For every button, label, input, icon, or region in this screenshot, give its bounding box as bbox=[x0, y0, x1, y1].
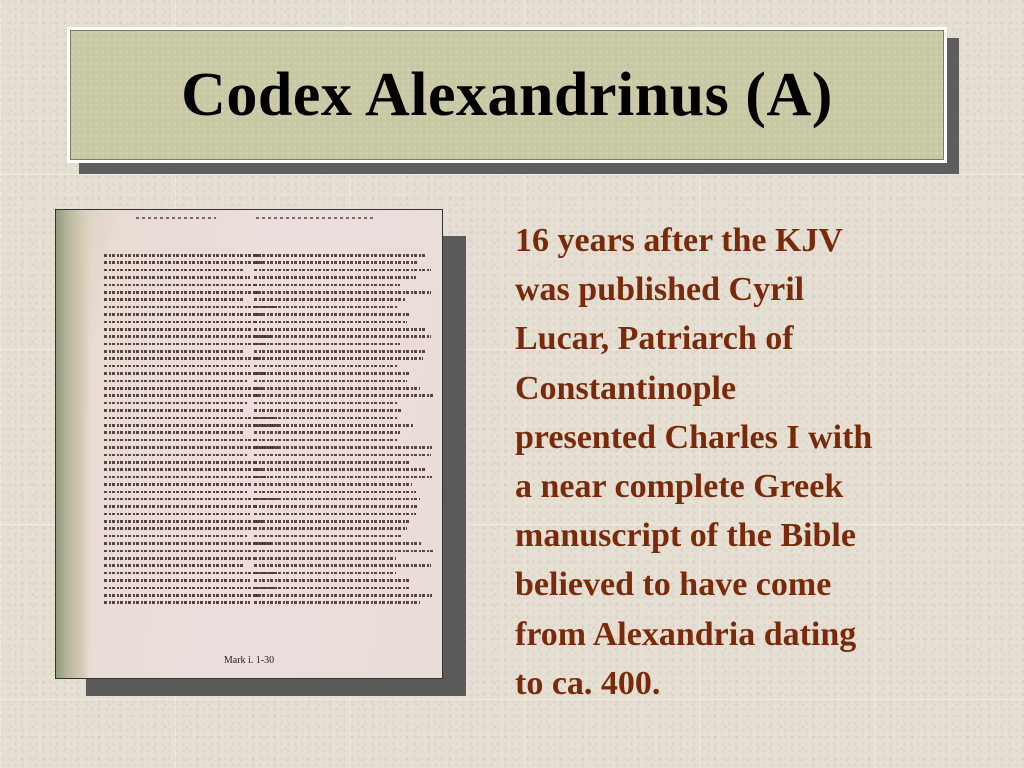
manuscript-line bbox=[254, 483, 412, 486]
manuscript-line bbox=[104, 461, 257, 464]
slide-title: Codex Alexandrinus (A) bbox=[181, 60, 833, 129]
manuscript-line bbox=[254, 394, 434, 397]
manuscript-line bbox=[254, 594, 432, 597]
title-box bbox=[67, 27, 947, 163]
manuscript-line bbox=[254, 468, 427, 471]
manuscript-line bbox=[254, 365, 398, 368]
manuscript-line bbox=[254, 513, 416, 516]
manuscript-line bbox=[254, 454, 431, 457]
body-line: believed to have come bbox=[515, 566, 832, 604]
manuscript-line bbox=[104, 394, 259, 397]
manuscript-line bbox=[104, 424, 278, 427]
manuscript-line bbox=[254, 476, 432, 479]
manuscript-line bbox=[254, 313, 411, 316]
manuscript-line bbox=[104, 417, 276, 420]
manuscript-column-right bbox=[254, 254, 436, 609]
manuscript-line bbox=[104, 520, 262, 523]
manuscript-line bbox=[104, 402, 247, 405]
manuscript-line bbox=[104, 291, 261, 294]
manuscript-line bbox=[254, 491, 416, 494]
manuscript-line bbox=[104, 328, 252, 331]
manuscript-line bbox=[254, 306, 398, 309]
manuscript-caption: Mark i. 1-30 bbox=[223, 655, 275, 666]
manuscript-line bbox=[254, 498, 420, 501]
manuscript-line bbox=[104, 439, 257, 442]
manuscript-line bbox=[104, 527, 254, 530]
manuscript-line bbox=[254, 284, 400, 287]
manuscript-line bbox=[104, 357, 259, 360]
manuscript-line bbox=[104, 306, 275, 309]
manuscript-line bbox=[254, 328, 427, 331]
manuscript-line bbox=[104, 587, 275, 590]
manuscript-image bbox=[55, 209, 443, 679]
manuscript-line bbox=[104, 468, 262, 471]
body-text bbox=[515, 216, 975, 708]
manuscript-line bbox=[254, 572, 396, 575]
manuscript-line bbox=[254, 335, 431, 338]
manuscript-line bbox=[254, 357, 423, 360]
manuscript-line bbox=[254, 431, 400, 434]
body-line: a near complete Greek bbox=[515, 468, 844, 506]
manuscript-line bbox=[254, 527, 407, 530]
manuscript-line bbox=[254, 446, 432, 449]
manuscript-line bbox=[104, 535, 247, 538]
manuscript-line bbox=[104, 350, 243, 353]
manuscript-line bbox=[254, 291, 431, 294]
manuscript-line bbox=[104, 505, 257, 508]
manuscript-line bbox=[104, 491, 247, 494]
body-line: was published Cyril bbox=[515, 271, 805, 309]
manuscript-line bbox=[104, 513, 250, 516]
manuscript-line bbox=[104, 557, 254, 560]
body-line: Lucar, Patriarch of bbox=[515, 320, 794, 358]
manuscript-line bbox=[254, 254, 425, 257]
manuscript-line bbox=[254, 550, 434, 553]
body-line: 16 years after the KJV bbox=[515, 222, 843, 259]
manuscript-line bbox=[104, 387, 262, 390]
manuscript-line bbox=[104, 476, 266, 479]
manuscript-line bbox=[104, 372, 266, 375]
manuscript-line bbox=[254, 372, 409, 375]
manuscript-line bbox=[104, 276, 250, 279]
body-line: from Alexandria dating bbox=[515, 615, 857, 653]
manuscript-line bbox=[104, 254, 259, 257]
manuscript-line bbox=[104, 572, 276, 575]
manuscript-line bbox=[254, 505, 418, 508]
manuscript-line bbox=[104, 321, 257, 324]
manuscript-line bbox=[254, 402, 398, 405]
manuscript-line bbox=[104, 335, 271, 338]
manuscript-line bbox=[104, 594, 259, 597]
title-panel bbox=[70, 30, 944, 160]
manuscript-line bbox=[254, 557, 396, 560]
manuscript-line bbox=[254, 579, 409, 582]
manuscript-line bbox=[254, 424, 414, 427]
manuscript-line bbox=[104, 431, 245, 434]
manuscript-line bbox=[254, 520, 411, 523]
manuscript-line bbox=[254, 587, 411, 590]
manuscript-line bbox=[104, 343, 266, 346]
manuscript-line bbox=[104, 409, 243, 412]
manuscript-line bbox=[254, 321, 407, 324]
manuscript-line bbox=[254, 298, 405, 301]
manuscript-line bbox=[104, 550, 254, 553]
body-line: manuscript of the Bible bbox=[515, 517, 856, 555]
body-line: presented Charles I with bbox=[515, 418, 873, 456]
manuscript-line bbox=[254, 461, 411, 464]
manuscript-line bbox=[104, 446, 278, 449]
manuscript-line bbox=[254, 387, 420, 390]
manuscript-line bbox=[254, 276, 416, 279]
body-line: to ca. 400. bbox=[515, 664, 661, 702]
manuscript-line bbox=[104, 564, 243, 567]
manuscript-line bbox=[104, 542, 271, 545]
manuscript-line bbox=[104, 579, 250, 582]
manuscript-line bbox=[104, 498, 278, 501]
manuscript-line bbox=[104, 284, 257, 287]
manuscript-line bbox=[254, 380, 407, 383]
manuscript-line bbox=[254, 343, 400, 346]
manuscript-line bbox=[254, 535, 403, 538]
manuscript-line bbox=[104, 483, 252, 486]
manuscript-line bbox=[104, 298, 243, 301]
manuscript-line bbox=[254, 261, 418, 264]
manuscript-line bbox=[104, 261, 262, 264]
manuscript-line bbox=[104, 269, 245, 272]
manuscript-line bbox=[254, 350, 425, 353]
manuscript-line bbox=[254, 542, 421, 545]
manuscript-line bbox=[254, 439, 398, 442]
manuscript-line bbox=[254, 564, 431, 567]
manuscript-binding bbox=[56, 210, 90, 678]
manuscript-header-left bbox=[136, 217, 216, 219]
manuscript-line bbox=[254, 269, 431, 272]
manuscript-line bbox=[254, 601, 420, 604]
manuscript-line bbox=[104, 365, 250, 368]
manuscript-line bbox=[104, 380, 247, 383]
manuscript-line bbox=[104, 313, 262, 316]
manuscript-header-right bbox=[256, 217, 376, 219]
manuscript-line bbox=[254, 409, 401, 412]
body-line: Constantinople bbox=[515, 369, 737, 407]
manuscript-line bbox=[254, 417, 398, 420]
manuscript-line bbox=[104, 601, 250, 604]
manuscript-line bbox=[104, 454, 248, 457]
